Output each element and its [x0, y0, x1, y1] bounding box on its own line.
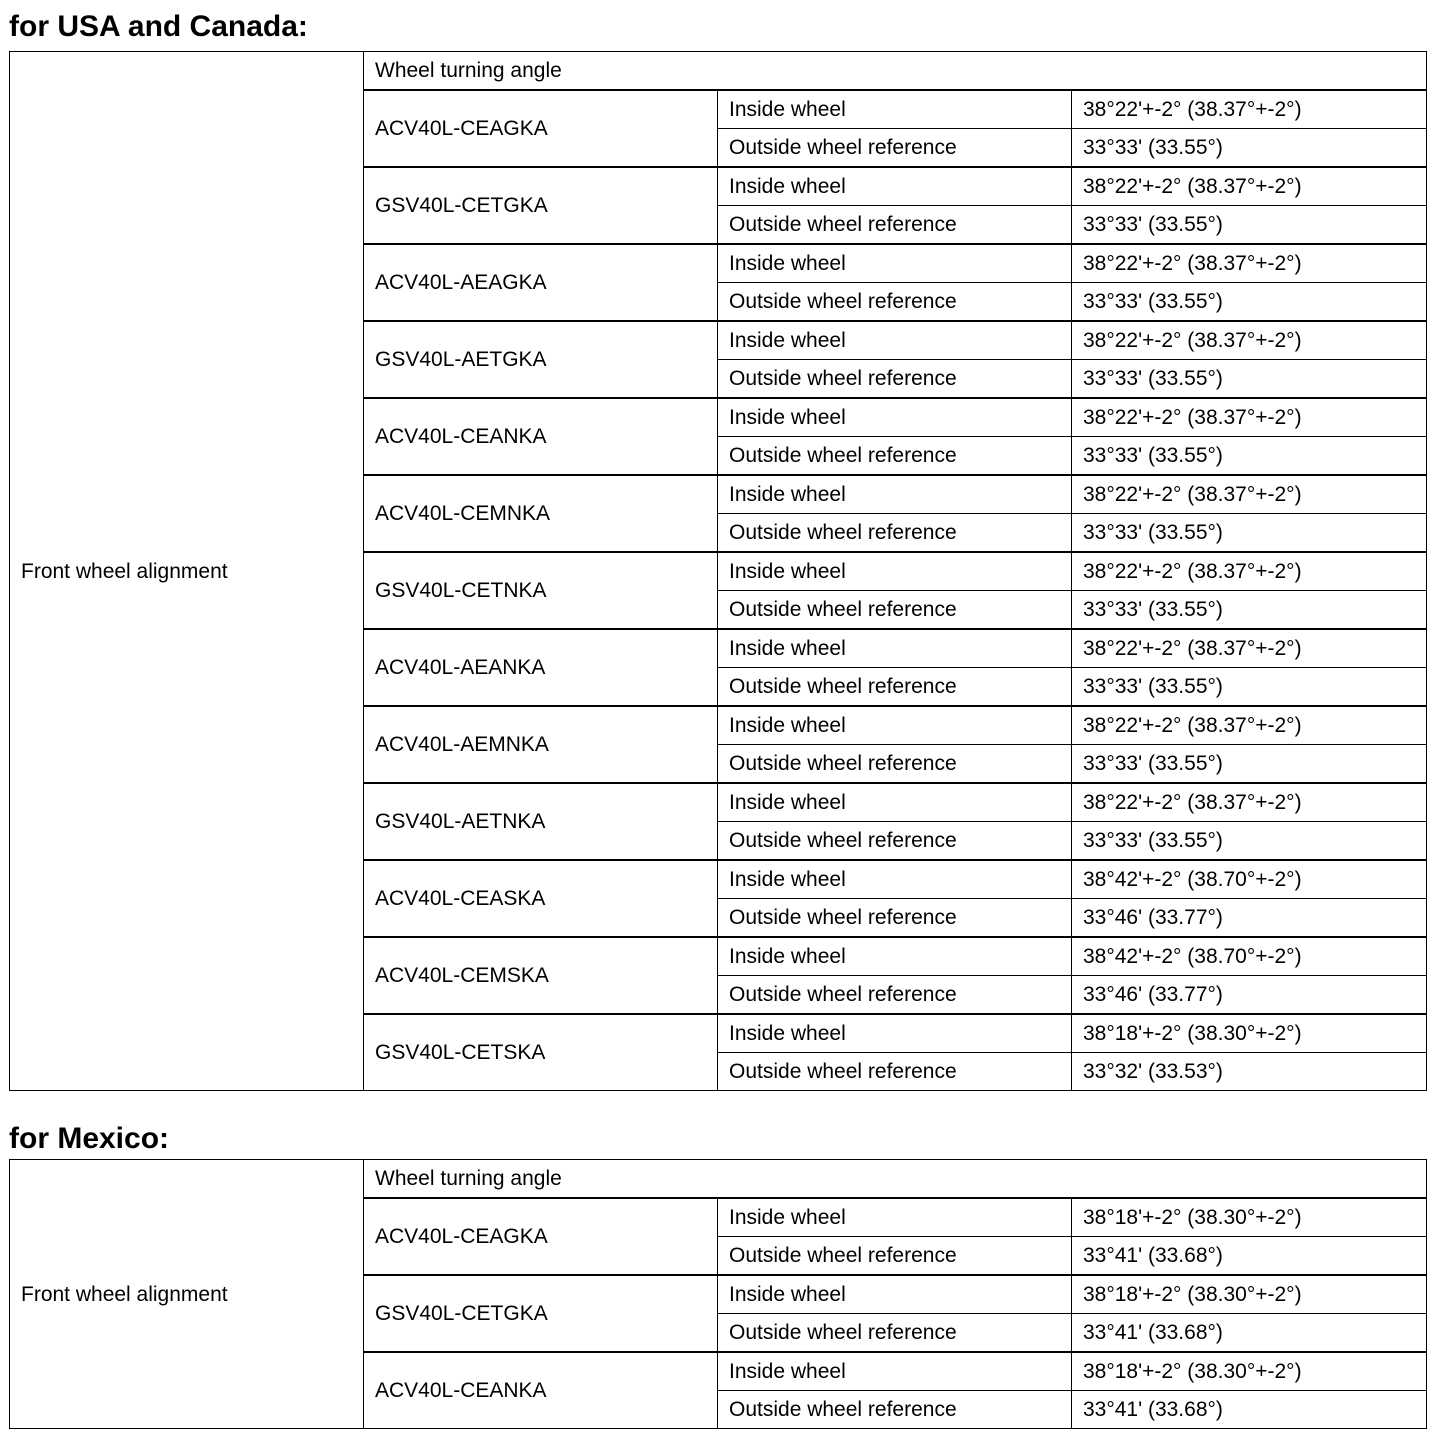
outside-wheel-value: 33°33' (33.55°) — [1072, 514, 1427, 553]
model-code-cell: ACV40L-AEANKA — [364, 629, 718, 706]
model-code-cell: ACV40L-CEAGKA — [364, 90, 718, 167]
inside-wheel-label: Inside wheel — [718, 1014, 1072, 1053]
model-code-cell: ACV40L-AEMNKA — [364, 706, 718, 783]
outside-wheel-value: 33°33' (33.55°) — [1072, 591, 1427, 630]
inside-wheel-label: Inside wheel — [718, 1275, 1072, 1314]
model-code-cell: GSV40L-AETNKA — [364, 783, 718, 860]
inside-wheel-label: Inside wheel — [718, 629, 1072, 668]
outside-wheel-label: Outside wheel reference — [718, 1053, 1072, 1091]
subheader-cell: Wheel turning angle — [364, 52, 1427, 91]
inside-wheel-label: Inside wheel — [718, 321, 1072, 360]
category-cell: Front wheel alignment — [10, 52, 364, 1091]
outside-wheel-label: Outside wheel reference — [718, 129, 1072, 168]
outside-wheel-value: 33°46' (33.77°) — [1072, 899, 1427, 938]
inside-wheel-value: 38°18'+-2° (38.30°+-2°) — [1072, 1275, 1427, 1314]
outside-wheel-label: Outside wheel reference — [718, 591, 1072, 630]
inside-wheel-label: Inside wheel — [718, 244, 1072, 283]
inside-wheel-value: 38°22'+-2° (38.37°+-2°) — [1072, 706, 1427, 745]
outside-wheel-value: 33°33' (33.55°) — [1072, 437, 1427, 476]
inside-wheel-value: 38°22'+-2° (38.37°+-2°) — [1072, 475, 1427, 514]
inside-wheel-label: Inside wheel — [718, 90, 1072, 129]
table-body — [10, 52, 1427, 1091]
outside-wheel-value: 33°33' (33.55°) — [1072, 206, 1427, 245]
wheel-turning-angle-table-mexico — [9, 1159, 1427, 1429]
inside-wheel-value: 38°22'+-2° (38.37°+-2°) — [1072, 90, 1427, 129]
section-title-usa-canada: for USA and Canada: — [9, 10, 308, 43]
outside-wheel-label: Outside wheel reference — [718, 899, 1072, 938]
inside-wheel-value: 38°18'+-2° (38.30°+-2°) — [1072, 1014, 1427, 1053]
table-header-row — [10, 1160, 1427, 1199]
inside-wheel-value: 38°22'+-2° (38.37°+-2°) — [1072, 629, 1427, 668]
inside-wheel-value: 38°42'+-2° (38.70°+-2°) — [1072, 937, 1427, 976]
inside-wheel-value: 38°42'+-2° (38.70°+-2°) — [1072, 860, 1427, 899]
subheader-cell: Wheel turning angle — [364, 1160, 1427, 1199]
inside-wheel-label: Inside wheel — [718, 1198, 1072, 1237]
outside-wheel-value: 33°33' (33.55°) — [1072, 360, 1427, 399]
inside-wheel-value: 38°22'+-2° (38.37°+-2°) — [1072, 552, 1427, 591]
inside-wheel-value: 38°22'+-2° (38.37°+-2°) — [1072, 321, 1427, 360]
outside-wheel-label: Outside wheel reference — [718, 437, 1072, 476]
model-code-cell: GSV40L-CETNKA — [364, 552, 718, 629]
model-code-cell: GSV40L-CETGKA — [364, 1275, 718, 1352]
section-title-mexico: for Mexico: — [9, 1122, 170, 1155]
outside-wheel-value: 33°46' (33.77°) — [1072, 976, 1427, 1015]
outside-wheel-value: 33°41' (33.68°) — [1072, 1237, 1427, 1276]
inside-wheel-label: Inside wheel — [718, 783, 1072, 822]
outside-wheel-value: 33°41' (33.68°) — [1072, 1391, 1427, 1429]
model-code-cell: ACV40L-CEANKA — [364, 1352, 718, 1429]
model-code-cell: GSV40L-CETGKA — [364, 167, 718, 244]
outside-wheel-value: 33°33' (33.55°) — [1072, 822, 1427, 861]
outside-wheel-value: 33°33' (33.55°) — [1072, 283, 1427, 322]
inside-wheel-label: Inside wheel — [718, 475, 1072, 514]
outside-wheel-value: 33°33' (33.55°) — [1072, 129, 1427, 168]
outside-wheel-label: Outside wheel reference — [718, 1314, 1072, 1353]
inside-wheel-label: Inside wheel — [718, 552, 1072, 591]
outside-wheel-label: Outside wheel reference — [718, 283, 1072, 322]
inside-wheel-value: 38°22'+-2° (38.37°+-2°) — [1072, 783, 1427, 822]
inside-wheel-label: Inside wheel — [718, 937, 1072, 976]
outside-wheel-label: Outside wheel reference — [718, 206, 1072, 245]
outside-wheel-label: Outside wheel reference — [718, 1237, 1072, 1276]
table-body — [10, 1160, 1427, 1429]
outside-wheel-value: 33°41' (33.68°) — [1072, 1314, 1427, 1353]
outside-wheel-label: Outside wheel reference — [718, 1391, 1072, 1429]
outside-wheel-label: Outside wheel reference — [718, 745, 1072, 784]
inside-wheel-label: Inside wheel — [718, 706, 1072, 745]
outside-wheel-label: Outside wheel reference — [718, 514, 1072, 553]
wheel-turning-angle-table-usa-canada — [9, 51, 1427, 1091]
model-code-cell: ACV40L-CEMSKA — [364, 937, 718, 1014]
model-code-cell: ACV40L-CEMNKA — [364, 475, 718, 552]
inside-wheel-label: Inside wheel — [718, 860, 1072, 899]
outside-wheel-label: Outside wheel reference — [718, 360, 1072, 399]
inside-wheel-value: 38°22'+-2° (38.37°+-2°) — [1072, 244, 1427, 283]
model-code-cell: ACV40L-AEAGKA — [364, 244, 718, 321]
model-code-cell: ACV40L-CEAGKA — [364, 1198, 718, 1275]
category-cell: Front wheel alignment — [10, 1160, 364, 1429]
outside-wheel-value: 33°33' (33.55°) — [1072, 745, 1427, 784]
inside-wheel-label: Inside wheel — [718, 1352, 1072, 1391]
inside-wheel-value: 38°22'+-2° (38.37°+-2°) — [1072, 167, 1427, 206]
inside-wheel-label: Inside wheel — [718, 398, 1072, 437]
inside-wheel-value: 38°18'+-2° (38.30°+-2°) — [1072, 1198, 1427, 1237]
outside-wheel-label: Outside wheel reference — [718, 668, 1072, 707]
outside-wheel-label: Outside wheel reference — [718, 822, 1072, 861]
model-code-cell: ACV40L-CEASKA — [364, 860, 718, 937]
table-header-row — [10, 52, 1427, 91]
inside-wheel-value: 38°22'+-2° (38.37°+-2°) — [1072, 398, 1427, 437]
inside-wheel-label: Inside wheel — [718, 167, 1072, 206]
inside-wheel-value: 38°18'+-2° (38.30°+-2°) — [1072, 1352, 1427, 1391]
outside-wheel-value: 33°32' (33.53°) — [1072, 1053, 1427, 1091]
outside-wheel-label: Outside wheel reference — [718, 976, 1072, 1015]
outside-wheel-value: 33°33' (33.55°) — [1072, 668, 1427, 707]
model-code-cell: GSV40L-AETGKA — [364, 321, 718, 398]
model-code-cell: ACV40L-CEANKA — [364, 398, 718, 475]
model-code-cell: GSV40L-CETSKA — [364, 1014, 718, 1091]
